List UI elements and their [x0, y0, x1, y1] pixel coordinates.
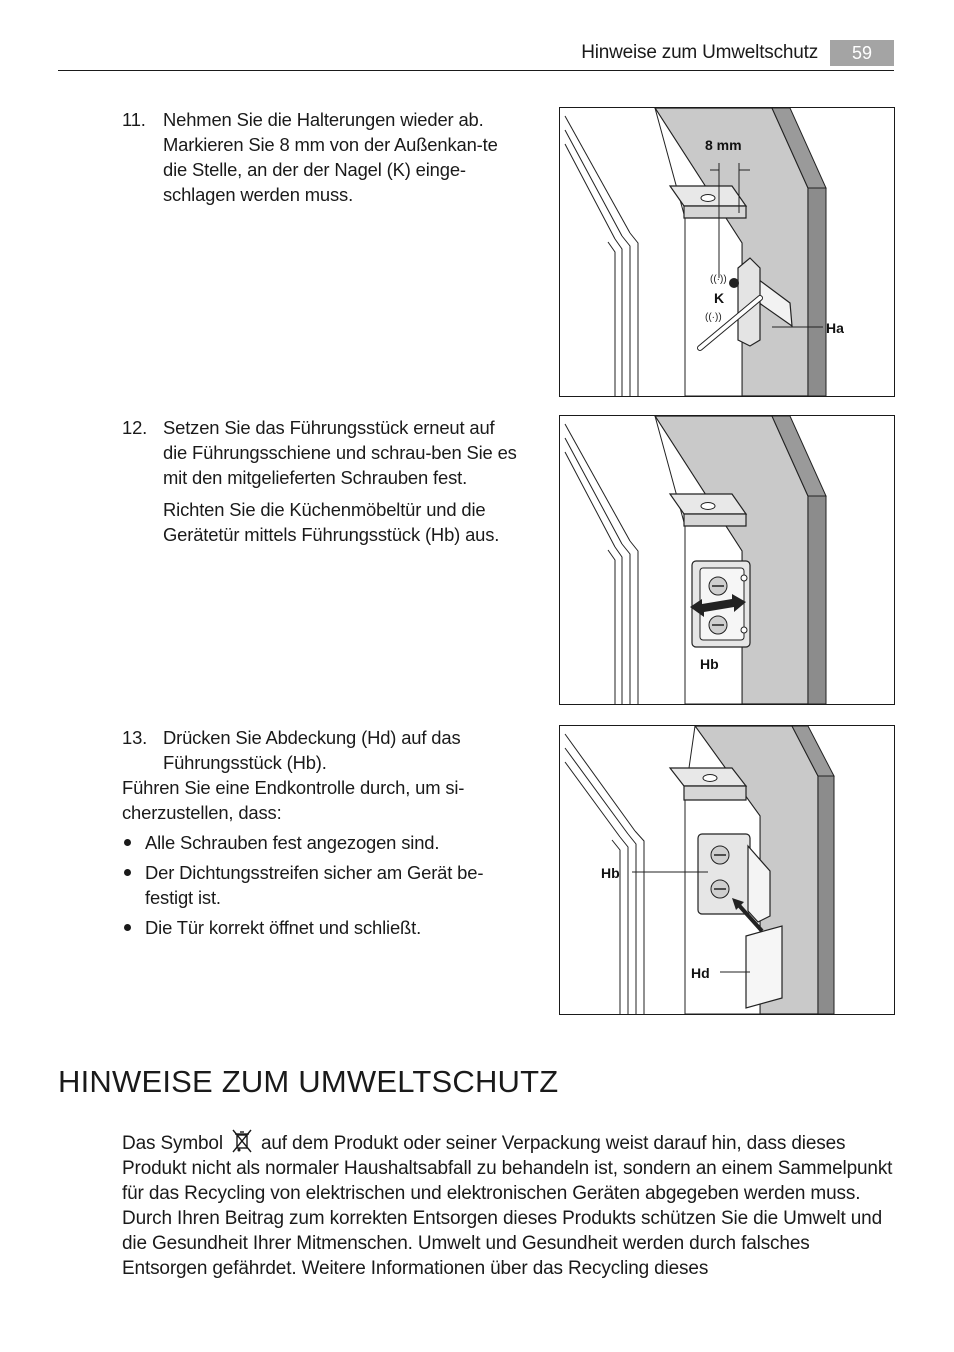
dimension-label: 8 mm — [705, 137, 742, 153]
step-11 — [122, 107, 522, 207]
bullet-icon — [124, 839, 131, 846]
bullet-icon — [124, 869, 131, 876]
bullet-icon — [124, 924, 131, 931]
list-item: Alle Schrauben fest angezogen sind. — [122, 830, 522, 855]
guide-piece-label: Hb — [700, 656, 719, 672]
step-text: Setzen Sie das Führungsstück erneut auf die Führungsschiene und schrau-ben Sie es mit den mitgelieferten Schrauben fest. — [163, 417, 517, 488]
bracket-label: Ha — [826, 320, 844, 336]
list-item: Der Dichtungsstreifen sicher am Gerät be-festigt ist. — [122, 860, 522, 910]
step-number: 12. — [122, 417, 148, 438]
final-check-note: Führen Sie eine Endkontrolle durch, um si-cherzustellen, dass: — [122, 777, 465, 823]
nail-label: K — [714, 290, 725, 306]
step-number: 13. — [122, 727, 148, 748]
svg-text:((·)): ((·)) — [710, 274, 727, 285]
step-text: Drücken Sie Abdeckung (Hd) auf das Führungsstück (Hb). — [163, 727, 461, 773]
guide-piece-label: Hb — [601, 865, 620, 881]
figure-fix-guide-piece — [559, 415, 895, 705]
figure-attach-cover — [559, 725, 895, 1015]
step-text: Richten Sie die Küchenmöbeltür und die Gerätetür mittels Führungsstück (Hb) aus. — [163, 499, 500, 545]
crossed-out-wheelie-bin-icon — [229, 1129, 255, 1153]
list-item: Die Tür korrekt öffnet und schließt. — [122, 915, 522, 940]
environment-paragraph: Das Symbol auf dem Produkt oder seiner Verpackung weist darauf hin, dass dieses Produkt nicht als normaler Haushaltsabfall zu behandeln ist, sondern an einem Sammelpunkt für das Recycling von elektrischen und elektronischen Geräten abgegeben werden muss. Durch Ihren Beitrag zum korrekten Entsorgen dieses Produkts schützen Sie die Umwelt und die Gesundheit Ihrer Mitmenschen. Umwelt und Gesundheit werden durch falsches Entsorgen gefährdet. Weitere Informationen über das Recycling dieses — [122, 1129, 897, 1281]
page-number: 59 — [830, 40, 894, 66]
header-rule — [58, 70, 894, 71]
section-heading: HINWEISE ZUM UMWELTSCHUTZ — [58, 1064, 559, 1099]
step-number: 11. — [122, 109, 146, 130]
step-12 — [122, 415, 522, 547]
cover-label: Hd — [691, 965, 710, 981]
figure-mark-nail-position — [559, 107, 895, 397]
svg-text:((·)): ((·)) — [705, 312, 722, 323]
step-13 — [122, 725, 522, 945]
running-header-title: Hinweise zum Umweltschutz — [581, 42, 818, 63]
step-text: Nehmen Sie die Halterungen wieder ab. Markieren Sie 8 mm von der Außenkan-te die Stelle, an der der Nagel (K) einge-schlagen werden muss. — [163, 109, 498, 205]
check-list — [122, 830, 522, 940]
